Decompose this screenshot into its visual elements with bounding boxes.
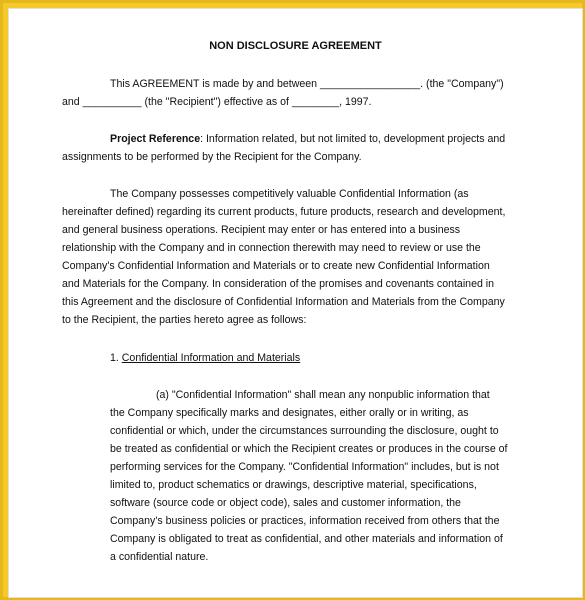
project-reference-text: : Information related, but not limited to, development projects and <box>200 133 506 145</box>
clause-a-line: (a) "Confidential Information" shall mean any nonpublic information that <box>156 389 490 401</box>
clause-a-line: a confidential nature. <box>110 551 209 563</box>
intro-line-2: and __________ (the "Recipient") effective as of ________, 1997. <box>62 96 372 108</box>
agreement-text <box>9 9 582 597</box>
company-paragraph-line: this Agreement and the disclosure of Confidential Information and Materials from the Company <box>62 296 505 308</box>
company-paragraph-line: to the Recipient, the parties hereto agree as follows: <box>62 314 307 326</box>
clause-a-line: limited to, product schematics or drawings, descriptive material, specifications, <box>110 479 477 491</box>
document-title: NON DISCLOSURE AGREEMENT <box>209 40 382 52</box>
company-paragraph-line: Company's Confidential Information and Materials or to create new Confidential Information <box>62 260 490 272</box>
section-1-title: Confidential Information and Materials <box>121 352 301 364</box>
company-paragraph-line: relationship with the Company and in connection therewith may need to review or use the <box>62 242 481 254</box>
section-1-heading <box>110 349 300 367</box>
clause-a-line: the Company specifically marks and designates, either orally or in writing, as <box>110 407 469 419</box>
project-reference-line-1 <box>110 130 505 148</box>
project-reference-line-2: assignments to be performed by the Recipient for the Company. <box>62 151 362 163</box>
clause-a-line: confidential or which, under the circumstances surrounding the disclosure, ought to <box>110 425 499 437</box>
company-paragraph-line: hereinafter defined) regarding its current products, future products, research and development, <box>62 206 506 218</box>
company-paragraph-line: and general business operations. Recipient may enter or has entered into a business <box>62 224 461 236</box>
intro-line-1: This AGREEMENT is made by and between _________________. (the "Company") <box>110 78 504 90</box>
clause-a-line: software (source code or object code), sales and customer information, the <box>110 497 461 509</box>
clause-a-line: Company is obligated to treat as confidential, and other materials and information of <box>110 533 503 545</box>
clause-a-line: performing services for the Company. "Confidential Information" includes, but is not <box>110 461 499 473</box>
clause-a-line: Company's business policies or practices, information received from others that the <box>110 515 500 527</box>
clause-a-line: be treated as confidential or which the Recipient creates or produces in the course of <box>110 443 508 455</box>
document-page <box>8 8 583 598</box>
section-1-number: 1. <box>110 352 122 364</box>
company-paragraph-line: The Company possesses competitively valuable Confidential Information (as <box>110 188 469 200</box>
project-reference-label: Project Reference <box>110 133 201 145</box>
page-bottom-fade <box>9 563 582 597</box>
company-paragraph-line: and Materials for the Company. In consideration of the promises and covenants contained in <box>62 278 495 290</box>
